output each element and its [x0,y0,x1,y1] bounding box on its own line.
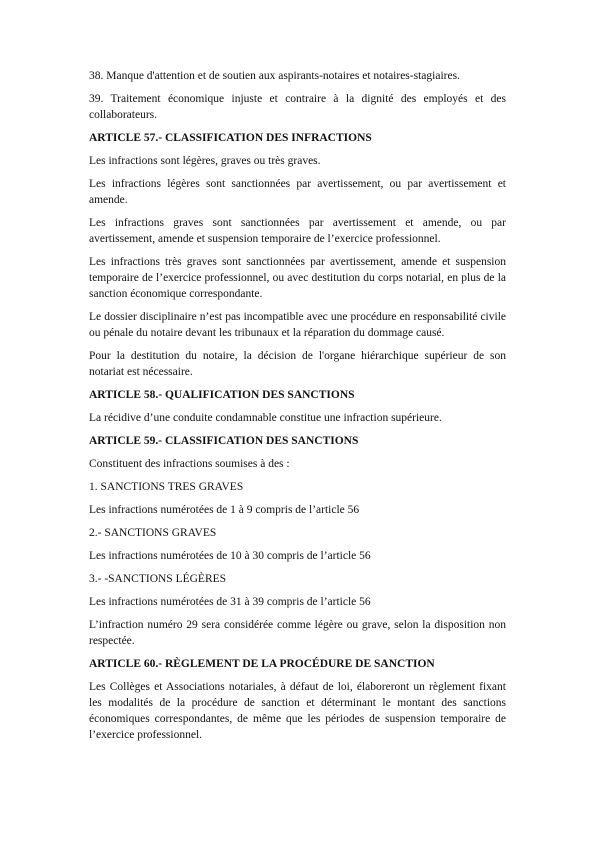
article-57-paragraph-1: Les infractions sont légères, graves ou très graves. [89,155,321,167]
sanctions-tres-graves-title: 1. SANCTIONS TRES GRAVES [89,481,244,493]
article-57-heading: ARTICLE 57.- CLASSIFICATION DES INFRACTIONS [89,132,372,144]
sanctions-legeres-text: Les infractions numérotées de 31 à 39 compris de l’article 56 [89,596,371,608]
sanctions-tres-graves-text: Les infractions numérotées de 1 à 9 compris de l’article 56 [89,504,360,516]
article-59-heading: ARTICLE 59.- CLASSIFICATION DES SANCTIONS [89,435,359,447]
sanctions-graves-text: Les infractions numérotées de 10 à 30 compris de l’article 56 [89,550,371,562]
article-60-heading: ARTICLE 60.- RÈGLEMENT DE LA PROCÉDURE DE SANCTION [89,658,435,670]
sanctions-legeres-title: 3.- -SANCTIONS LÉGÈRES [89,573,227,585]
article-58-heading: ARTICLE 58.- QUALIFICATION DES SANCTIONS [89,389,355,401]
article-57-paragraph-3: Les infractions graves sont sanctionnées par avertissement et amende, ou par avertissement, amende et suspension temporaire de l’exercice professionnel. [89,217,506,245]
article-58-paragraph-1: La récidive d’une conduite condamnable constitue une infraction supérieure. [89,412,442,424]
article-57-paragraph-5: Le dossier disciplinaire n’est pas incompatible avec une procédure en responsabilité civile ou pénale du notaire devant les tribunaux et la réparation du dommage causé. [89,311,506,339]
item-39: 39. Traitement économique injuste et contraire à la dignité des employés et des collaborateurs. [89,93,506,121]
article-59-paragraph-last: L’infraction numéro 29 sera considérée comme légère ou grave, selon la disposition non respectée. [89,619,506,647]
article-57-paragraph-4: Les infractions très graves sont sanctionnées par avertissement, amende et suspension temporaire de l’exercice professionnel, ou avec destitution du corps notarial, en plus de la sanction économique correspondante. [89,256,506,300]
article-59-paragraph-1: Constituent des infractions soumises à des : [89,458,290,470]
article-60-paragraph-1: Les Collèges et Associations notariales, à défaut de loi, élaboreront un règlement fixant les modalités de la procédure de sanction et déterminant le montant des sanctions économiques correspondantes, de même que les périodes de suspension temporaire de l’exercice professionnel. [89,681,506,741]
article-57-paragraph-6: Pour la destitution du notaire, la décision de l'organe hiérarchique supérieur de son notariat est nécessaire. [89,350,506,378]
article-57-paragraph-2: Les infractions légères sont sanctionnées par avertissement, ou par avertissement et amende. [89,178,506,206]
sanctions-graves-title: 2.- SANCTIONS GRAVES [89,527,217,539]
item-38: 38. Manque d'attention et de soutien aux aspirants-notaires et notaires-stagiaires. [89,70,460,82]
document-page [89,68,506,750]
